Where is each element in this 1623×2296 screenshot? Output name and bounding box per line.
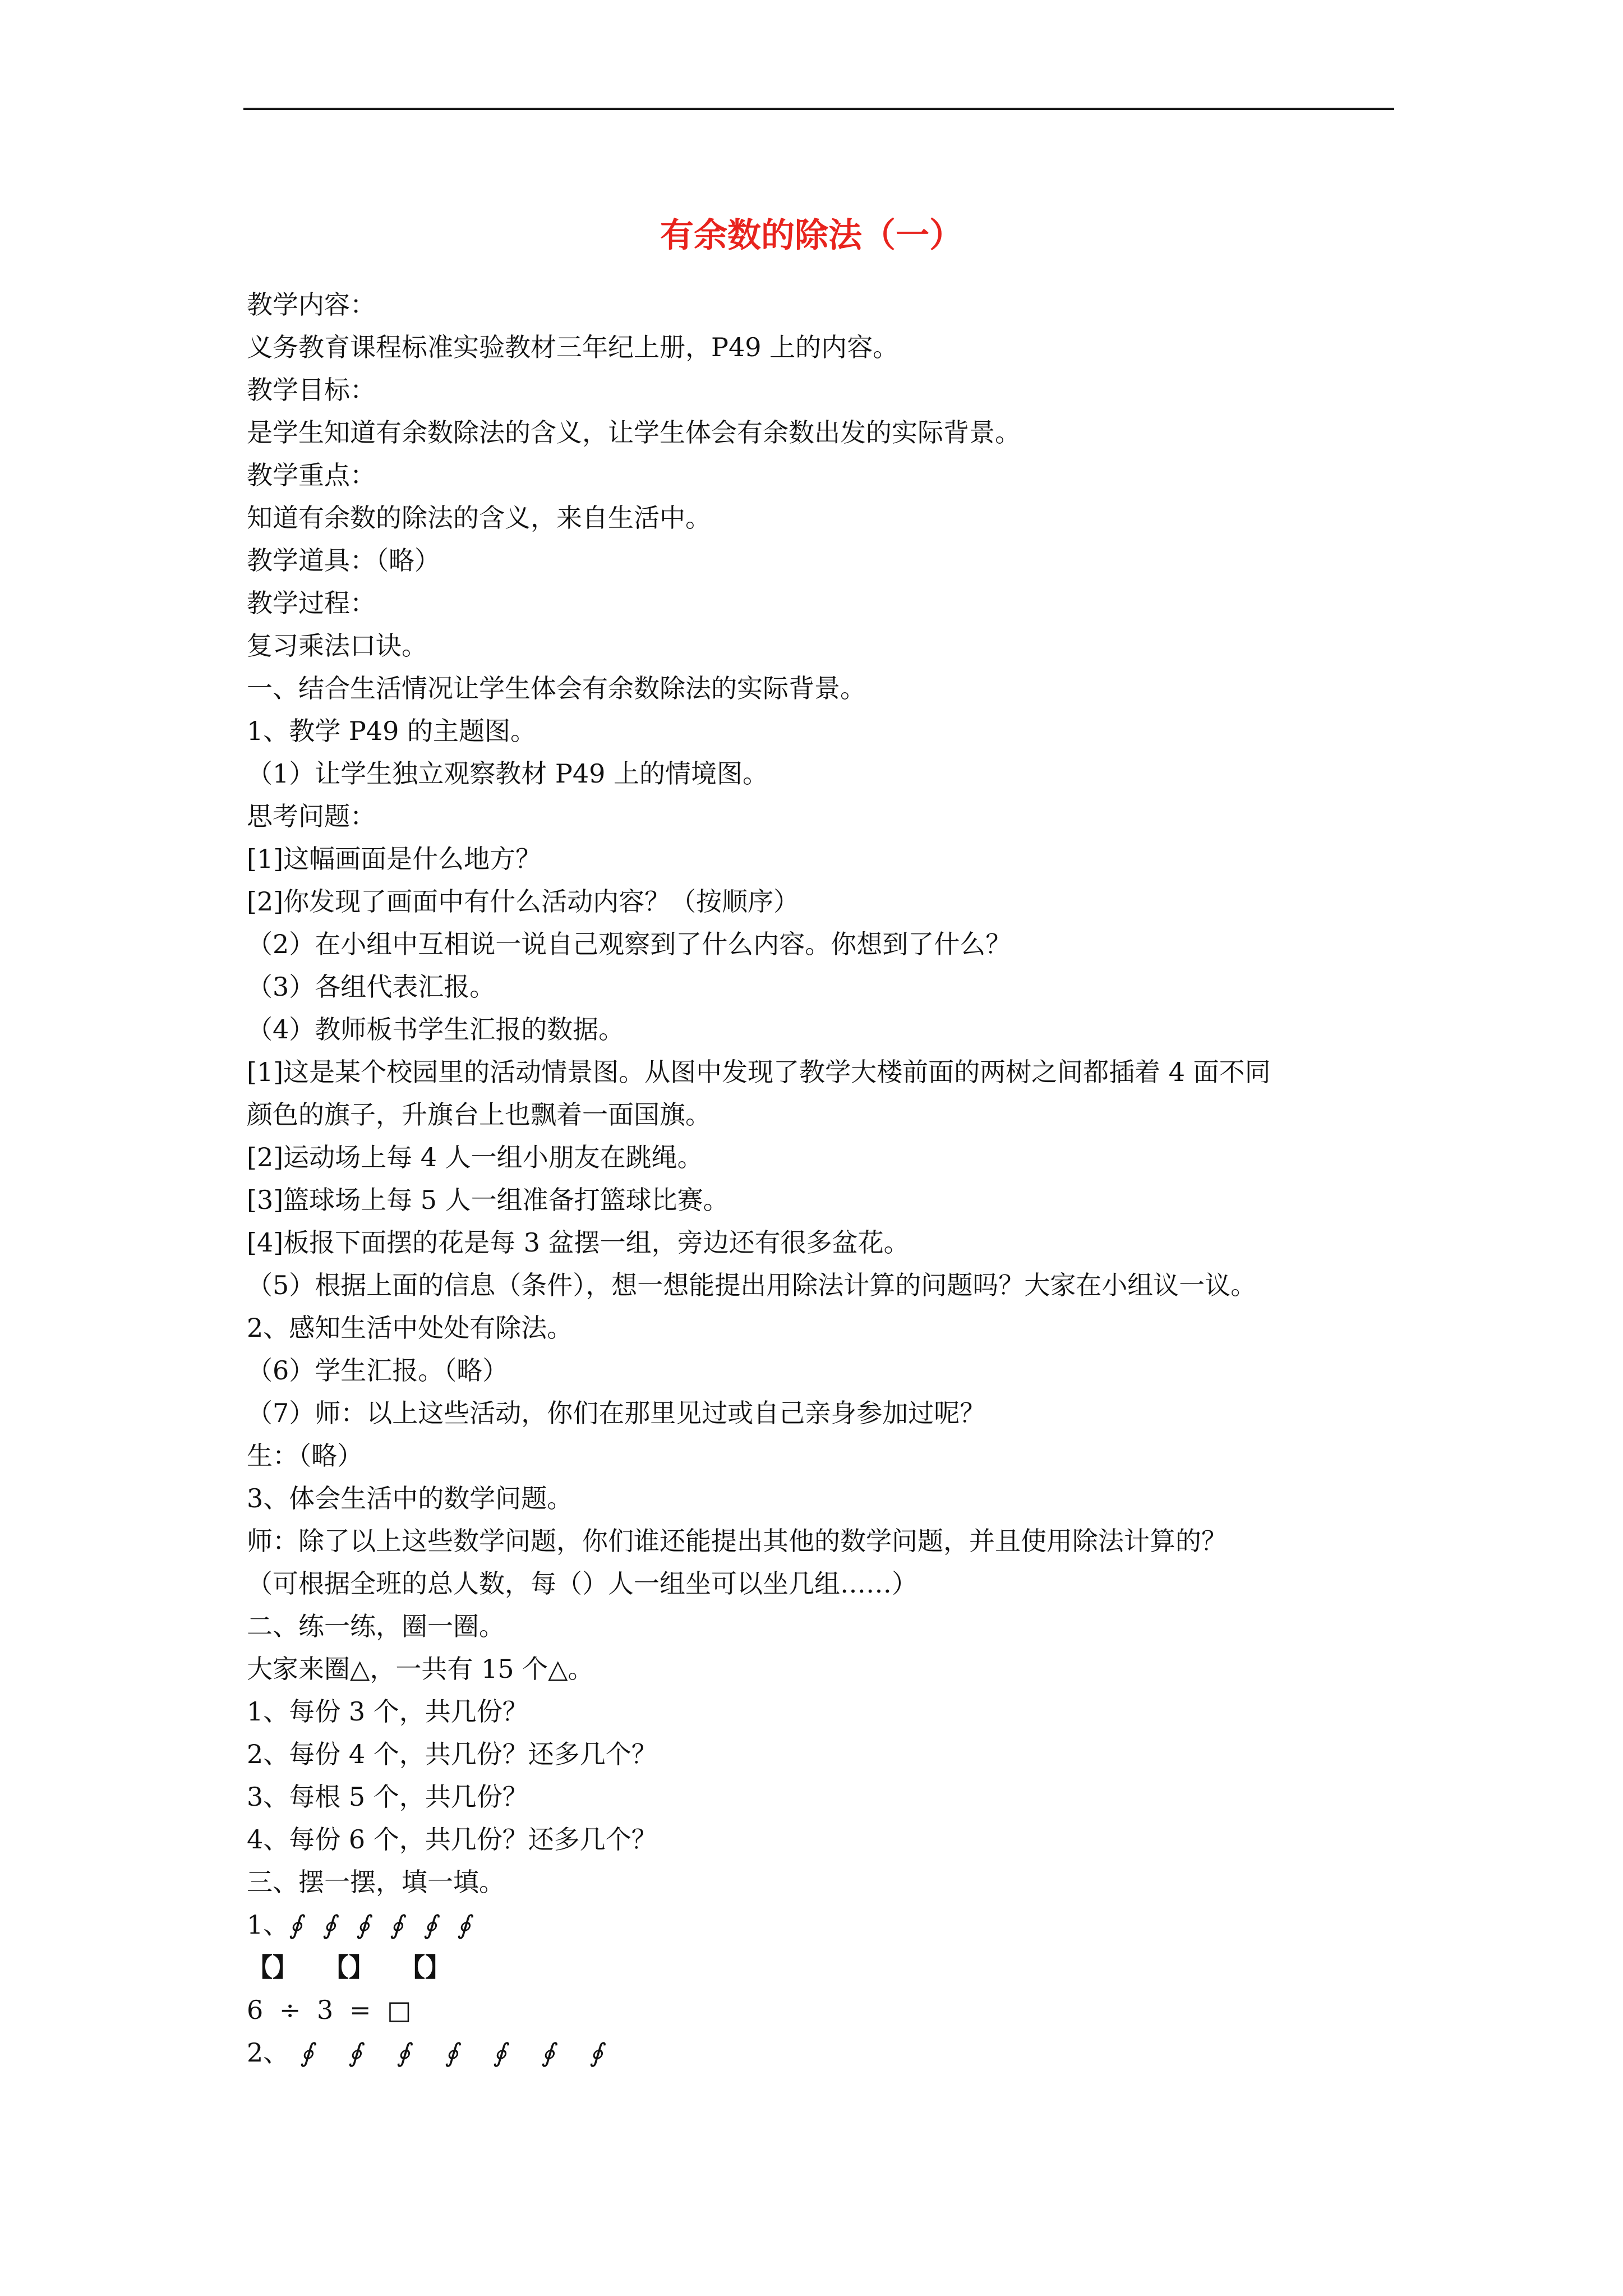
symbol-mark: ∮ xyxy=(541,2037,555,2068)
text-line: （5）根据上面的信息（条件），想一想能提出用除法计算的问题吗？大家在小组议一议。 xyxy=(247,1270,1257,1300)
text-line: 教学目标： xyxy=(247,375,376,405)
symbol-group xyxy=(289,2037,638,2068)
symbol-mark: ∮ xyxy=(423,1910,437,1940)
text-line: 1、教学 P49 的主题图。 xyxy=(247,716,536,746)
text-line: 复习乘法口诀。 xyxy=(247,631,427,661)
equation-row xyxy=(247,1989,1396,2031)
symbol-mark: ∮ xyxy=(300,2037,314,2068)
symbol-mark: ∮ xyxy=(457,1910,471,1940)
text-line: （7）师：以上这些活动，你们在那里见过或自己亲身参加过呢？ xyxy=(247,1398,986,1428)
symbol-row-1 xyxy=(247,1903,1396,1946)
document-title: 有余数的除法（一） xyxy=(660,216,963,255)
text-line: （6）学生汇报。（略） xyxy=(247,1355,509,1386)
text-line: 教学重点： xyxy=(247,460,376,490)
symbol-group xyxy=(289,1910,491,1940)
text-line: 2、感知生活中处处有除法。 xyxy=(247,1313,573,1343)
symbol-mark: ∮ xyxy=(589,2037,603,2068)
text-line: 大家来圈△，一共有 15 个△。 xyxy=(247,1654,594,1684)
text-line: 教学过程： xyxy=(247,588,376,618)
row-label: 1、 xyxy=(247,1910,289,1940)
text-line: 教学道具：（略） xyxy=(247,545,440,576)
symbol-mark: ∮ xyxy=(493,2037,507,2068)
empty-bracket: 【】 xyxy=(399,1952,451,1982)
lines-section-a xyxy=(247,283,1396,1051)
text-line: 1、每份 3 个，共几份？ xyxy=(247,1696,528,1727)
symbol-mark: ∮ xyxy=(348,2037,362,2068)
division-equation: 6 ÷ 3 = □ xyxy=(247,1995,412,2025)
text-line: （1）让学生独立观察教材 P49 上的情境图。 xyxy=(247,758,768,789)
text-line: （可根据全班的总人数，每（）人一组坐可以坐几组……） xyxy=(247,1568,917,1599)
symbol-mark: ∮ xyxy=(396,2037,411,2068)
text-line: [4]板报下面摆的花是每 3 盆摆一组，旁边还有很多盆花。 xyxy=(247,1227,910,1258)
row-label: 2、 xyxy=(247,2037,289,2068)
text-line: 三、摆一摆，填一填。 xyxy=(247,1867,505,1897)
text-line: [3]篮球场上每 5 人一组准备打篮球比赛。 xyxy=(247,1185,729,1215)
text-line: 一、结合生活情况让学生体会有余数除法的实际背景。 xyxy=(247,673,866,703)
symbol-mark: ∮ xyxy=(322,1910,336,1940)
empty-bracket: 【】 xyxy=(247,1952,298,1982)
paragraph-campus-scene xyxy=(247,1051,1396,1136)
text-line: （3）各组代表汇报。 xyxy=(247,972,496,1002)
symbol-mark: ∮ xyxy=(390,1910,404,1940)
text-line: 教学内容： xyxy=(247,289,376,320)
text-line: 4、每份 6 个，共几份？还多几个？ xyxy=(247,1824,657,1855)
text-line: 3、体会生活中的数学问题。 xyxy=(247,1483,573,1513)
text-line: （4）教师板书学生汇报的数据。 xyxy=(247,1014,625,1045)
bracket-row xyxy=(247,1946,1396,1989)
symbol-mark: ∮ xyxy=(289,1910,303,1940)
text-line: 师：除了以上这些数学问题，你们谁还能提出其他的数学问题，并且使用除法计算的？ xyxy=(247,1526,1227,1556)
text-line: 思考问题： xyxy=(247,801,376,831)
text-line: （2）在小组中互相说一说自己观察到了什么内容。你想到了什么？ xyxy=(247,929,1012,959)
text-line: 生：（略） xyxy=(247,1441,363,1471)
empty-bracket: 【】 xyxy=(323,1952,375,1982)
text-line: [2]你发现了画面中有什么活动内容？（按顺序） xyxy=(247,886,800,917)
text-line: [1]这是某个校园里的活动情景图。从图中发现了教学大楼前面的两树之间都插着 4 面不同 xyxy=(247,1057,1271,1087)
text-line: 2、每份 4 个，共几份？还多几个？ xyxy=(247,1739,657,1769)
document-body xyxy=(247,283,1396,2074)
symbol-mark: ∮ xyxy=(356,1910,370,1940)
symbol-row-2 xyxy=(247,2031,1396,2074)
text-line: 二、练一练，圈一圈。 xyxy=(247,1611,505,1641)
text-line: [2]运动场上每 4 人一组小朋友在跳绳。 xyxy=(247,1142,703,1172)
text-line: 知道有余数的除法的含义，来自生活中。 xyxy=(247,503,711,533)
text-line: 是学生知道有余数除法的含义，让学生体会有余数出发的实际背景。 xyxy=(247,417,1021,448)
text-line: 义务教育课程标准实验教材三年纪上册，P49 上的内容。 xyxy=(247,332,899,362)
text-line: [1]这幅画面是什么地方？ xyxy=(247,844,542,874)
symbol-mark: ∮ xyxy=(445,2037,459,2068)
lines-section-b xyxy=(247,1136,1396,1903)
header-rule xyxy=(243,108,1394,110)
text-line: 颜色的旗子，升旗台上也飘着一面国旗。 xyxy=(247,1099,711,1130)
text-line: 3、每根 5 个，共几份？ xyxy=(247,1782,528,1812)
